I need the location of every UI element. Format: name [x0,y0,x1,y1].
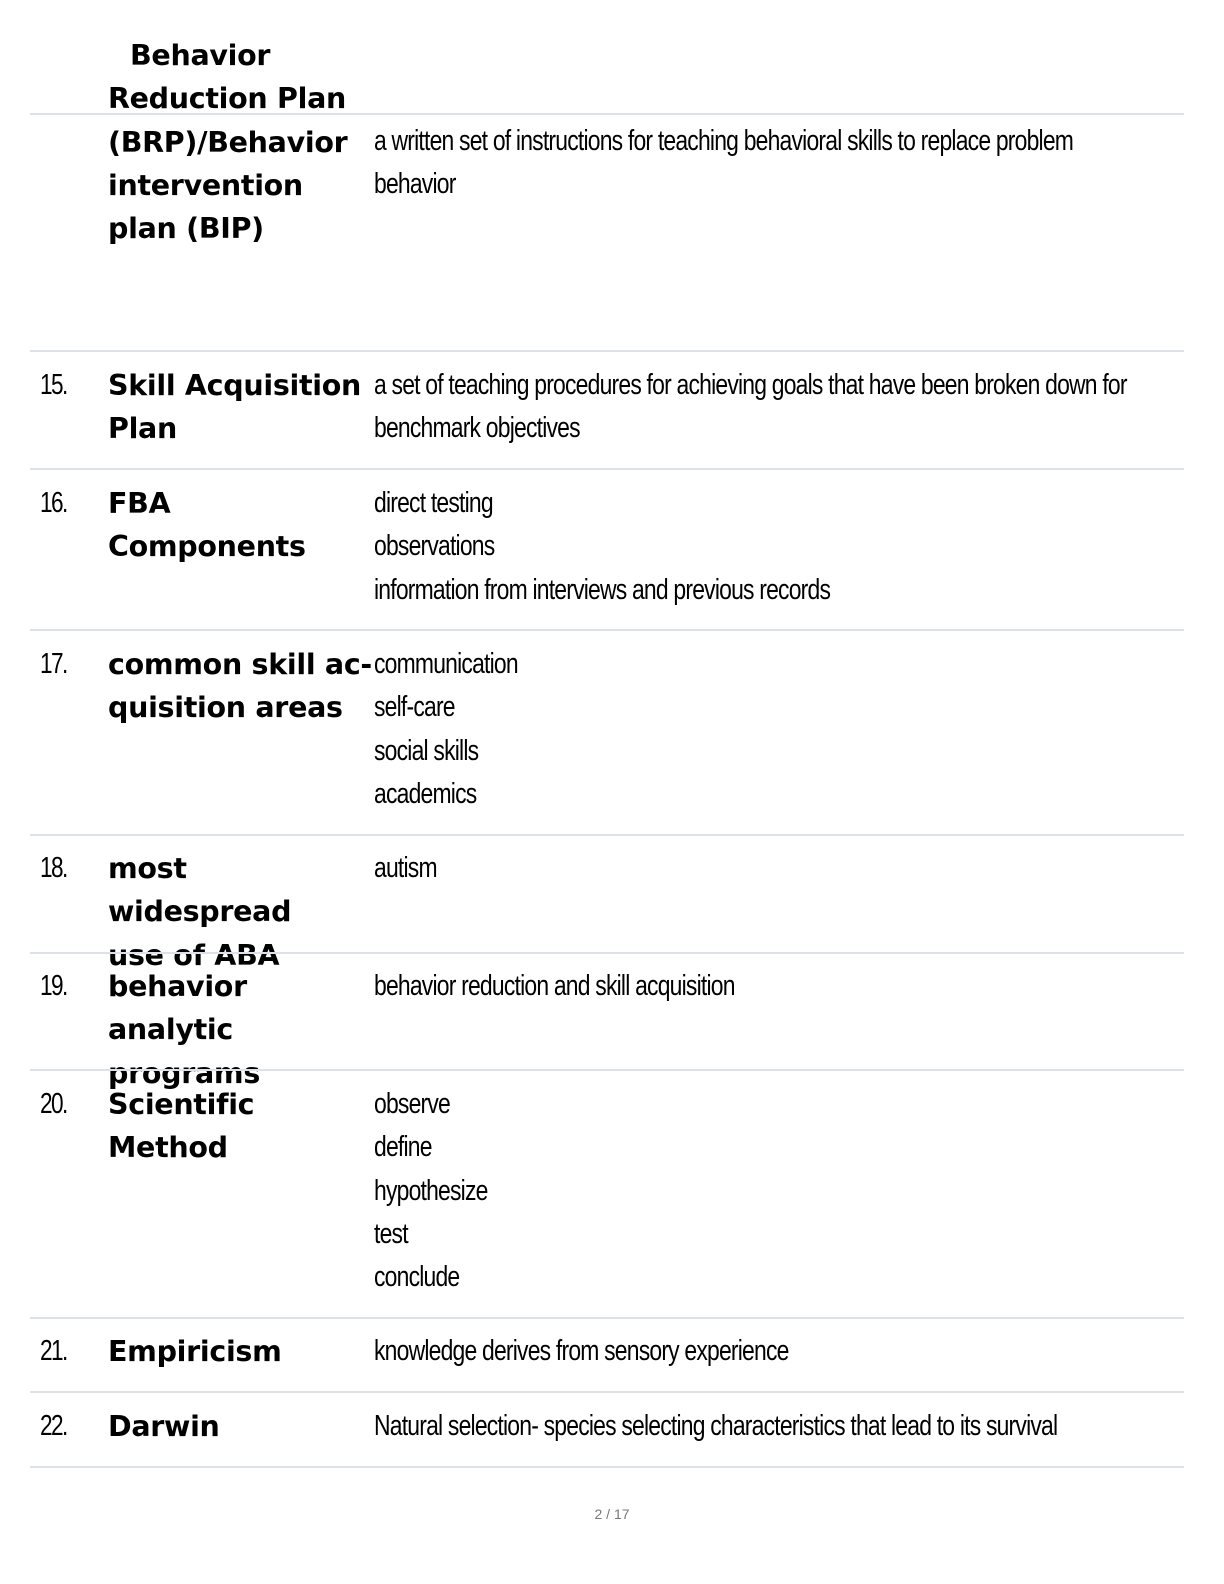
term-line: Skill Acquisition [108,369,362,402]
card-term [108,1330,376,1373]
term-line: most widespread [108,852,292,929]
term-line: plan (BIP) [108,212,264,246]
definition-line: autism [374,852,437,884]
card-number: 21. [40,1335,67,1367]
term-line: common skill ac- [108,648,372,681]
definition-line: communication [374,648,518,680]
term-line: intervention [108,168,303,202]
definition-line: test [374,1217,408,1250]
row-divider [30,113,1184,115]
term-line: (BRP)/Behavior [108,125,348,159]
definition-line: benchmark objectives [374,412,580,445]
definition-line: behavior [374,168,456,201]
card-term [108,1083,376,1170]
card-number: 18. [40,852,67,884]
card-term [108,1405,376,1448]
card-number: 20. [40,1088,67,1120]
term-line: use of ABA [108,938,280,972]
card-definition [374,847,1180,890]
definition-line: hypothesize [374,1174,488,1207]
definition-line: direct testing [374,487,493,519]
card-definition [374,364,1180,451]
card-number: 17. [40,648,67,680]
definition-line: a set of teaching procedures for achieving goals that have been broken down for [374,369,1127,401]
row-divider [30,1466,1184,1468]
card-definition [374,965,1180,1008]
row-divider [30,952,1184,954]
card-number: 22. [40,1410,67,1442]
card-term [108,364,376,451]
row-divider [30,1069,1184,1071]
card-definition [374,482,1180,612]
page-indicator: 2 / 17 [594,1506,630,1522]
card-term [108,847,376,977]
term-line: programs [108,1056,260,1090]
card-definition [374,120,1180,207]
card-term [108,482,376,569]
row-divider [30,834,1184,836]
term-line: Behavior [130,39,271,72]
card-number: 19. [40,970,67,1002]
card-definition [374,1330,1180,1373]
term-line: Reduction Plan [108,82,347,116]
card-term [108,643,376,730]
definition-line: define [374,1131,432,1164]
row-divider [30,1391,1184,1393]
definition-line: a written set of instructions for teaching behavioral skills to replace problem [374,125,1074,157]
definition-line: knowledge derives from sensory experience [374,1335,789,1367]
definition-line: self-care [374,691,455,724]
definition-line: Natural selection- species selecting characteristics that lead to its survival [374,1410,1058,1442]
term-line: Plan [108,412,177,446]
definition-line: academics [374,777,477,810]
card-definition [374,1083,1180,1299]
card-definition [374,643,1180,816]
definition-line: information from interviews and previous records [374,573,831,606]
term-line: behavior analytic [108,970,247,1047]
definition-line: observations [374,530,495,563]
row-divider [30,350,1184,352]
card-number: 16. [40,487,67,519]
card-term [108,34,376,250]
term-line: quisition areas [108,691,343,725]
card-definition [374,1405,1180,1448]
row-divider [30,468,1184,470]
card-term [108,965,376,1095]
term-line: Empiricism [108,1335,282,1368]
term-line: FBA Components [108,487,306,564]
definition-line: conclude [374,1261,460,1294]
definition-line: behavior reduction and skill acquisition [374,970,735,1002]
row-divider [30,629,1184,631]
card-number: 15. [40,369,67,401]
row-divider [30,1317,1184,1319]
definition-line: social skills [374,734,479,767]
definition-line: observe [374,1088,450,1120]
term-line: Darwin [108,1410,220,1443]
term-line: Scientific Method [108,1088,255,1165]
